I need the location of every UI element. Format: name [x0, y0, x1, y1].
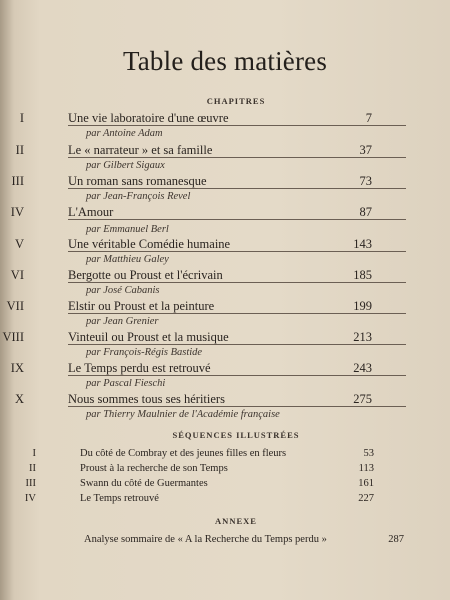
chapter-number: I: [19, 111, 24, 125]
divider: [68, 157, 406, 158]
chapter-page: 143: [353, 237, 372, 251]
chapter-entry: [0, 330, 450, 364]
sequence-title: Proust à la recherche de son Temps: [80, 463, 228, 474]
divider: [68, 219, 406, 220]
chapter-number: X: [14, 392, 24, 406]
sequence-number: III: [25, 478, 36, 489]
sequence-number: IV: [24, 493, 36, 504]
chapter-number: IV: [10, 205, 24, 219]
sequence-entry: [0, 492, 410, 506]
chapter-number: II: [15, 143, 24, 157]
chapter-page: 275: [353, 392, 372, 406]
chapter-title: L'Amour: [68, 205, 114, 219]
chapter-entry: [0, 392, 450, 426]
annexe-title: Analyse sommaire de « A la Recherche du Temps perdu »: [84, 534, 327, 545]
chapter-author: par Thierry Maulnier de l'Académie française: [86, 409, 280, 420]
chapter-number: VII: [6, 299, 24, 313]
chapter-author: par José Cabanis: [86, 285, 160, 296]
sequence-title: Swann du côté de Guermantes: [80, 478, 208, 489]
divider: [68, 313, 406, 314]
chapter-title: Un roman sans romanesque: [68, 174, 207, 188]
divider: [68, 251, 406, 252]
chapter-title: Une vie laboratoire d'une œuvre: [68, 111, 229, 125]
chapter-title: Bergotte ou Proust et l'écrivain: [68, 268, 223, 282]
divider: [68, 406, 406, 407]
chapter-entry: [0, 361, 450, 395]
sequence-number: I: [32, 448, 36, 459]
chapter-entry: [0, 111, 450, 145]
chapter-title: Le « narrateur » et sa famille: [68, 143, 213, 157]
chapter-author: par Emmanuel Berl: [86, 224, 169, 235]
annexe-page: 287: [388, 534, 404, 545]
sequence-entry: [0, 447, 410, 461]
chapter-title: Le Temps perdu est retrouvé: [68, 361, 211, 375]
chapter-author: par Jean-François Revel: [86, 191, 191, 202]
sequence-page: 113: [358, 463, 374, 474]
chapter-page: 7: [365, 111, 372, 125]
chapter-entry: [0, 237, 450, 271]
chapter-page: 243: [353, 361, 372, 375]
sequence-page: 161: [358, 478, 374, 489]
chapter-page: 37: [359, 143, 372, 157]
divider: [68, 125, 406, 126]
chapter-title: Nous sommes tous ses héritiers: [68, 392, 225, 406]
divider: [68, 282, 406, 283]
annexe-heading: ANNEXE: [215, 516, 257, 526]
divider: [68, 375, 406, 376]
sequence-entry: [0, 477, 410, 491]
chapter-author: par Antoine Adam: [86, 128, 163, 139]
sequence-entry: [0, 462, 410, 476]
page-title: Table des matières: [122, 46, 328, 76]
sequence-title: Du côté de Combray et des jeunes filles en fleurs: [80, 448, 287, 459]
chapter-number: IX: [10, 361, 24, 375]
divider: [68, 188, 406, 189]
chapter-author: par Jean Grenier: [86, 316, 159, 327]
chapter-number: VI: [10, 268, 24, 282]
chapter-author: par Pascal Fieschi: [86, 378, 166, 389]
sequences-heading: SÉQUENCES ILLUSTRÉES: [172, 430, 300, 440]
chapter-title: Une véritable Comédie humaine: [68, 237, 231, 251]
sequence-page: 227: [358, 493, 374, 504]
chapter-author: par Matthieu Galey: [86, 254, 169, 265]
chapter-author: par Gilbert Sigaux: [86, 160, 165, 171]
chapter-author: par François-Régis Bastide: [86, 347, 203, 358]
chapter-entry: [0, 299, 450, 333]
chapter-number: III: [11, 174, 24, 188]
sequence-page: 53: [363, 448, 374, 459]
chapter-entry: [0, 268, 450, 302]
chapters-heading: CHAPITRES: [206, 96, 266, 106]
chapter-number: V: [14, 237, 24, 251]
chapter-entry: [0, 205, 450, 239]
chapter-page: 199: [353, 299, 372, 313]
chapter-title: Vinteuil ou Proust et la musique: [68, 330, 229, 344]
chapter-entry: [0, 143, 450, 177]
chapter-page: 185: [353, 268, 372, 282]
chapter-page: 73: [359, 174, 372, 188]
chapter-number: VIII: [2, 330, 24, 344]
chapter-page: 213: [353, 330, 372, 344]
sequence-title: Le Temps retrouvé: [80, 493, 159, 504]
divider: [68, 344, 406, 345]
sequence-number: II: [29, 463, 36, 474]
chapter-page: 87: [359, 205, 372, 219]
chapter-title: Elstir ou Proust et la peinture: [68, 299, 215, 313]
chapter-entry: [0, 174, 450, 208]
